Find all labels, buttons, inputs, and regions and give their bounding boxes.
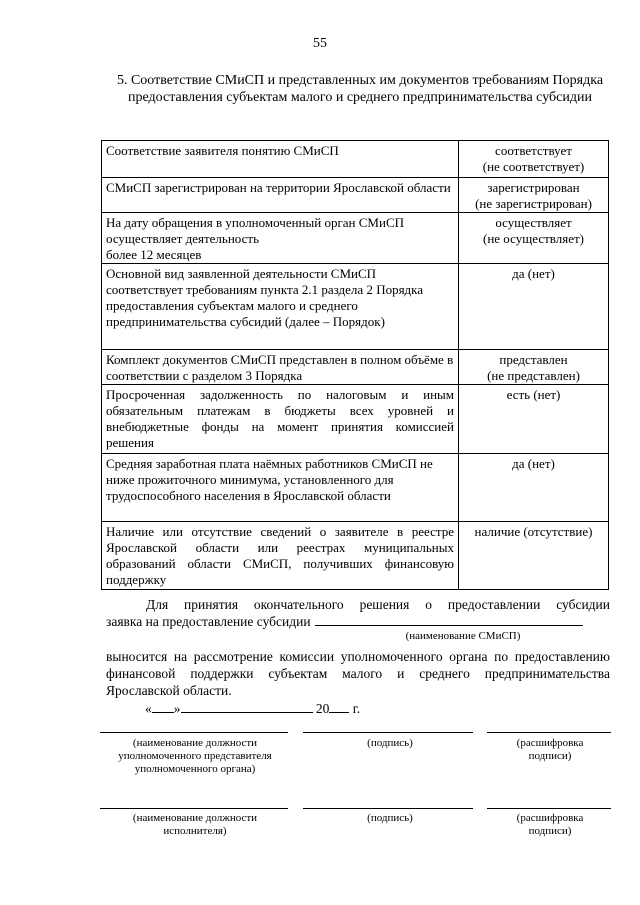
criterion-cell: Основной вид заявленной деятельности СМиСП соответствует требованиям пункта 2.1 раздела 2 Порядка предоставления субъектам малого и среднего предпринимательства субсидий (далее – Порядок) xyxy=(102,264,459,350)
result-cell: есть (нет) xyxy=(459,385,609,454)
result-cell: да (нет) xyxy=(459,264,609,350)
table-row xyxy=(102,141,609,178)
criterion-cell: Соответствие заявителя понятию СМиСП xyxy=(102,141,459,178)
criterion-cell: СМиСП зарегистрирован на территории Ярославской области xyxy=(102,178,459,213)
requirements-table xyxy=(101,140,609,590)
result-cell: представлен (не представлен) xyxy=(459,350,609,385)
decision-line-2-text: заявка на предоставление субсидии xyxy=(106,614,311,629)
table-row xyxy=(102,522,609,590)
criterion-cell: Комплект документов СМиСП представлен в полном объёме в соответствии с разделом 3 Порядка xyxy=(102,350,459,385)
month-blank xyxy=(181,700,313,713)
table-row xyxy=(102,213,609,264)
signature-caption: (подпись) xyxy=(367,737,413,749)
decoding-line xyxy=(487,808,611,809)
signature-line xyxy=(303,732,473,733)
result-cell: осуществляет (не осуществляет) xyxy=(459,213,609,264)
decision-paragraph xyxy=(106,597,610,630)
decoding-caption: (расшифровка подписи) xyxy=(516,737,584,762)
applicant-name-blank xyxy=(315,613,583,626)
date-close-quote: » xyxy=(173,701,181,716)
date-open-quote: « xyxy=(145,701,152,716)
table-row xyxy=(102,178,609,213)
result-cell: зарегистрирован (не зарегистрирован) xyxy=(459,178,609,213)
table-row xyxy=(102,264,609,350)
criterion-cell: Средняя заработная плата наёмных работников СМиСП не ниже прожиточного минимума, установленного для трудоспособного населения в Ярославской области xyxy=(102,454,459,522)
decision-line-1: Для принятия окончательного решения о предоставлении субсидии xyxy=(146,597,610,612)
decision-line-2 xyxy=(106,613,610,630)
table-row xyxy=(102,385,609,454)
result-cell: соответствует (не соответствует) xyxy=(459,141,609,178)
position-caption: (наименование должности уполномоченного представителя уполномоченного органа) xyxy=(118,737,272,775)
position-line xyxy=(100,808,288,809)
result-cell: наличие (отсутствие) xyxy=(459,522,609,590)
signature-caption: (подпись) xyxy=(367,812,413,824)
decoding-line xyxy=(487,732,611,733)
section-heading: 5. Соответствие СМиСП и представленных им документов требованиям Порядка предоставления субъектам малого и среднего предпринимательства субсидии xyxy=(116,73,604,105)
date-line xyxy=(145,700,360,717)
position-line xyxy=(100,732,288,733)
criterion-cell: Наличие или отсутствие сведений о заявителе в реестре Ярославской области или реестрах муниципальных образований области СМиСП, получивших финансовую поддержку xyxy=(102,522,459,590)
year-prefix: 20 xyxy=(315,701,330,716)
year-blank xyxy=(329,700,349,713)
signature-line xyxy=(303,808,473,809)
criterion-cell: Просроченная задолженность по налоговым и иным обязательным платежам в бюджеты всех уровней и внебюджетные фонды на момент принятия комиссией решения xyxy=(102,385,459,454)
year-suffix: г. xyxy=(352,701,361,716)
criterion-cell: На дату обращения в уполномоченный орган СМиСП осуществляет деятельность более 12 месяцев xyxy=(102,213,459,264)
result-cell: да (нет) xyxy=(459,454,609,522)
decision-continuation: выносится на рассмотрение комиссии уполномоченного органа по предоставлению финансовой поддержки субъектам малого и среднего предпринимательства Ярославской области. xyxy=(106,649,610,698)
day-blank xyxy=(152,700,174,713)
table-row xyxy=(102,454,609,522)
position-caption: (наименование должности исполнителя) xyxy=(132,812,258,837)
decoding-caption: (расшифровка подписи) xyxy=(516,812,584,837)
table-row xyxy=(102,350,609,385)
page-number: 55 xyxy=(313,36,327,51)
applicant-name-caption: (наименование СМиСП) xyxy=(405,630,521,642)
